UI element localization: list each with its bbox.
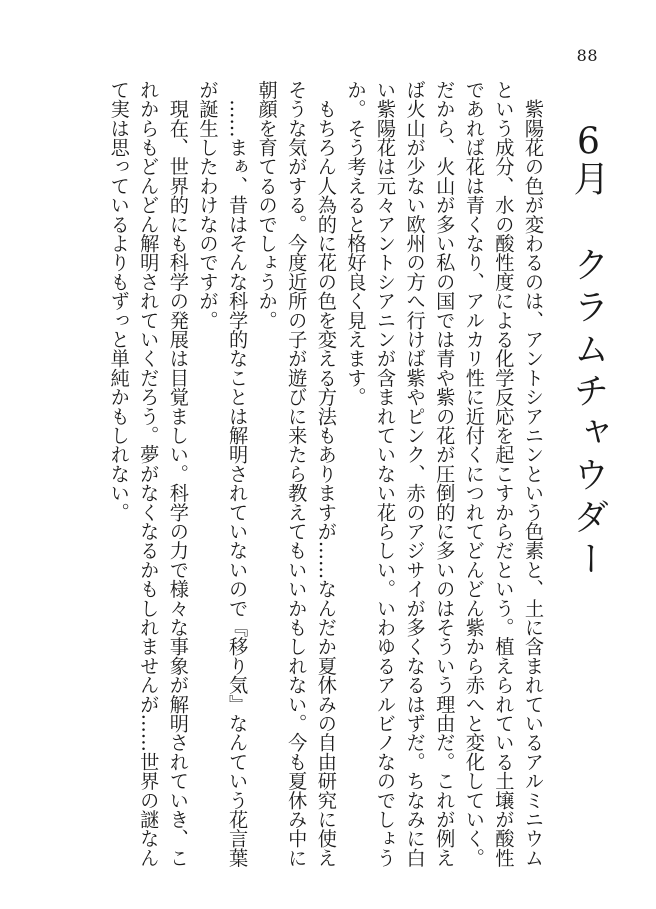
paragraph-4: 現在、世界的にも科学の発展は目覚ましい。科学の力で様々な事象が解明されていき、これからもどんどん解明されていくだろう。夢がなくなるかもしれませんが……世界の謎なんて実は思っているよりもずっと単純かもしれない。 — [107, 80, 190, 868]
paragraph-2: もちろん人為的に花の色を変える方法もありますが……なんだか夏休みの自由研究に使えそうな気がする。今度近所の子が遊びに来たら教えてもいいかもしれない。今も夏休み中に朝顔を育てるのでしょうか。 — [255, 80, 338, 868]
page-number: 88 — [576, 46, 598, 65]
chapter-month-suffix: 月 — [568, 160, 609, 202]
paragraph-3: ……まぁ、昔はそんな科学的なことは解明されていないので『移り気』なんていう花言葉が誕生したわけなのですが。 — [196, 80, 250, 868]
chapter-title — [568, 124, 608, 684]
body-text — [107, 80, 548, 870]
chapter-title-text: クラムチャウダー — [568, 246, 609, 582]
chapter-month-number: 6 — [577, 124, 600, 160]
paragraph-1: 紫陽花の色が変わるのは、アントシアニンという色素と、土に含まれているアルミニウムという成分、水の酸性度による化学反応を起こすからだという。植えられている土壌が酸性であれば花は青くなり、アルカリ性に近付くにつれてどんどん紫から赤へと変化していく。だから、火山が多い私の国では青や紫の花が圧倒的に多いのはそういう理由だ。これが例えば火山が少ない欧州の方へ行けば紫やピンク、赤のアジサイが多くなるはずだ。ちなみに白い紫陽花は元々アントシアニンが含まれていない花らしい。いわゆるアルビノなのでしょうか。そう考えると格好良く見えます。 — [344, 80, 545, 868]
